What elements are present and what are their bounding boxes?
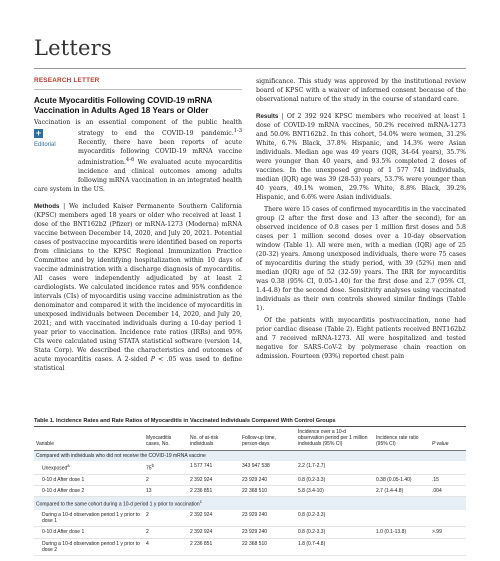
group-label: Compared with individuals who did not receive the COVID-19 mRNA vaccine: [34, 450, 466, 461]
heading-divider: [34, 68, 466, 69]
table-row: [34, 461, 466, 474]
cell-variable-text: Unexposed: [42, 465, 68, 472]
cell-variable: During a 10-d observation period 1 y prior to dose 1: [34, 510, 144, 527]
plus-icon[interactable]: +: [35, 127, 42, 138]
results-heading: Results: [256, 113, 279, 120]
citation[interactable]: 1-3: [233, 127, 242, 134]
table-1: [34, 418, 466, 556]
cell-p-value: .004: [430, 485, 466, 496]
intro-text-cont: Recently, there have been reports of acute myocarditis following COVID-19 mRNA vaccine administration.: [78, 138, 242, 166]
cell-irr: [374, 538, 430, 555]
cell-followup: 23 929 240: [240, 527, 296, 538]
cell-followup: 22 368 510: [240, 538, 296, 555]
footnote-mark: b: [151, 462, 154, 468]
ethics-paragraph: significance. This study was approved by the institutional review board of KPSC with a waiver of informed consent because of the observational nature of the study in the course of standard care.: [256, 78, 466, 103]
cell-irr: 0.38 (0.05-1.40): [374, 474, 430, 485]
cell-at-risk: 2 236 851: [188, 538, 240, 555]
results-patients-paragraph: Of the patients with myocarditis postvaccination, none had prior cardiac disease (Table 2). Eight patients received BNT162b2 and 7 received mRNA-1273. All were hospitalized and tested negative for SARS-CoV-2 by polymerase chain reaction on admission. Fourteen (93%) reported chest pain: [256, 317, 466, 360]
methods-heading: Methods: [34, 202, 60, 210]
cell-p-value: >.99: [430, 527, 466, 538]
intro-paragraph: [34, 118, 242, 194]
incidence-table: [34, 427, 466, 556]
editorial-link[interactable]: Editorial: [34, 141, 56, 148]
cell-incidence: 0.8 (0.2-3.3): [296, 474, 374, 485]
results-cases-paragraph: There were 15 cases of confirmed myocarditis in the vaccinated group (2 after the first dose and 13 after the second), for an observed incidence of 0.8 cases per 1 million first doses and 5.8 cases per 1 million second doses over a 10-day observation window (Table 1). All were men, with a median (IQR) age of 25 (20-32) years. Among unexposed individuals, there were 75 cases of myocarditis during the study period, with 39 (52%) men and median (IQR) age of 52 (32-59) years. The IRR for myocarditis was 0.38 (95% CI, 0.05-1.40) for the first dose and 2.7 (95% CI, 1.4-4.8) for the second dose. Sensitivity analyses using vaccinated individuals as their own controls showed similar findings (Table 1).: [256, 206, 466, 312]
col-header-incidence: Incidence over a 10-d observation period per 1 million individuals (95% CI): [296, 427, 374, 450]
cell-irr: [374, 461, 430, 474]
footnote-mark: c: [199, 499, 202, 505]
table-title: Table 1. Incidence Rates and Rate Ratios of Myocarditis in Vaccinated Individuals Compared With Control Groups: [34, 418, 466, 427]
intro-text: Vaccination is an essential component of the public health strategy to end the COVID-19 pandemic.: [34, 118, 242, 137]
table-row: [34, 538, 466, 555]
cell-followup: 22 368 510: [240, 485, 296, 496]
col-header-variable: Variable: [34, 427, 144, 450]
cell-incidence: 0.8 (0.2-3.3): [296, 510, 374, 527]
cell-at-risk: 2 392 924: [188, 527, 240, 538]
cell-variable: 0-10 d After dose 1: [34, 474, 144, 485]
cell-incidence: 0.8 (0.2-3.3): [296, 527, 374, 538]
results-paragraph: [256, 112, 466, 202]
cell-p-value: [430, 538, 466, 555]
section-divider: [34, 89, 242, 90]
p-header-text: P value: [432, 441, 449, 448]
cell-p-value: .15: [430, 474, 466, 485]
left-column: [34, 96, 242, 373]
cell-cases: 2: [144, 527, 188, 538]
cell-variable: During a 10-d observation period 1 y prior to dose 2: [34, 538, 144, 555]
methods-text-end: < .05 was used to define statistical: [34, 355, 242, 372]
cell-variable: 0-10 d After dose 1: [34, 527, 144, 538]
cell-incidence: 1.8 (0.7-4.8): [296, 538, 374, 555]
table-row: [34, 474, 466, 485]
p-symbol: P: [150, 355, 155, 363]
cell-irr: 1.0 (0.1-13.8): [374, 527, 430, 538]
group-row: [34, 450, 466, 461]
cell-followup: 23 929 240: [240, 510, 296, 527]
footnote-mark: a: [67, 462, 70, 468]
cell-irr: 2.7 (1.4-4.8): [374, 485, 430, 496]
cell-p-value: [430, 461, 466, 474]
cell-incidence: 2.2 (1.7-2.7): [296, 461, 374, 474]
table-row: [34, 485, 466, 496]
table-header-row: [34, 427, 466, 450]
table-row: [34, 527, 466, 538]
cell-at-risk: 2 392 924: [188, 510, 240, 527]
cell-at-risk: 2 236 851: [188, 485, 240, 496]
cell-at-risk: 2 392 924: [188, 474, 240, 485]
article-title: Acute Myocarditis Following COVID-19 mRNA Vaccination in Adults Aged 18 Years or Older: [34, 96, 213, 116]
cell-variable: [34, 461, 144, 474]
results-text: | Of 2 392 924 KPSC members who received at least 1 dose of COVID-19 mRNA vaccines, 50.2% received mRNA-1273 and 50.0% BNT162b2. In this cohort, 54.0% were women, 31.2% White, 6.7% Black, 37.8% Hispanic, and 14.3% were Asian individuals. Median age was 49 years (IQR, 34-64 years), 35.7% were younger than 40 years, and 93.5% completed 2 doses of vaccines. In the unexposed group of 1 577 741 individuals, median (IQR) age was 39 (28-53) years, 53.7% were younger than 40 years, 49.1% women, 29.7% White, 8.8% Black, 39.2% Hispanic, and 6.6% were Asian individuals.: [256, 113, 466, 201]
citation[interactable]: 4-6: [125, 156, 135, 163]
cell-incidence: 5.8 (3.4-10): [296, 485, 374, 496]
group-row: [34, 497, 466, 510]
col-header-followup: Follow-up time, person-days: [240, 427, 296, 450]
intro-text-end: We evaluated acute myocarditis incidence and clinical outcomes among adults following mRNA vaccination in an integrated health care system in the US.: [34, 158, 242, 193]
cell-followup: 343 947 538: [240, 461, 296, 474]
page-heading: Letters: [34, 36, 112, 60]
cell-cases: 2: [144, 474, 188, 485]
cell-cases-text: 75: [146, 465, 152, 472]
cell-at-risk: 1 577 741: [188, 461, 240, 474]
cell-followup: 23 929 240: [240, 474, 296, 485]
cell-irr: [374, 510, 430, 527]
col-header-p-value: [430, 427, 466, 450]
cell-cases: 2: [144, 510, 188, 527]
group-label: [34, 497, 466, 510]
col-header-at-risk: No. of at-risk individuals: [188, 427, 240, 450]
cell-cases: 4: [144, 538, 188, 555]
editorial-link-box[interactable]: [34, 129, 74, 183]
col-header-cases: Myocarditis cases, No.: [144, 427, 188, 450]
section-label: RESEARCH LETTER: [34, 77, 100, 84]
right-column: [256, 77, 466, 361]
table-row: [34, 510, 466, 527]
group-label-text: Compared to the same cohort during a 10-d period 1 y prior to vaccination: [36, 501, 200, 508]
cell-variable: 0-10 d After dose 2: [34, 485, 144, 496]
col-header-irr: Incidence rate ratio (95% CI): [374, 427, 430, 450]
methods-paragraph: [34, 202, 242, 373]
cell-p-value: [430, 510, 466, 527]
cell-cases: [144, 461, 188, 474]
cell-cases: 13: [144, 485, 188, 496]
methods-text: | We included Kaiser Permanente Southern California (KPSC) members aged 18 years or older who received at least 1 dose of the BNT162b2 (Pfizer) or mRNA-1273 (Moderna) mRNA vaccine between December 14, 2020, and July 20, 2021. Potential cases of postvaccine myocarditis were identified based on reports from clinicians to the KPSC Regional Immunization Practice Committee and by identifying hospitalization within 10 days of vaccine administration with a discharge diagnosis of myocarditis. All cases were independently adjudicated by at least 2 cardiologists. We calculated incidence rates and 95% confidence intervals (CIs) of myocarditis using vaccine administration as the denominator and compared it with the incidence of myocarditis in unexposed individuals between December 14, 2020, and July 20, 2021; and with vaccinated individuals during a 10-day period 1 year prior to vaccination. Incidence rate ratios (IRRs) and 95% CIs were calculated using STATA statistical software (version 14, Stata Corp). We described the characteristics and outcomes of acute myocarditis cases. A 2-sided: [34, 202, 242, 363]
